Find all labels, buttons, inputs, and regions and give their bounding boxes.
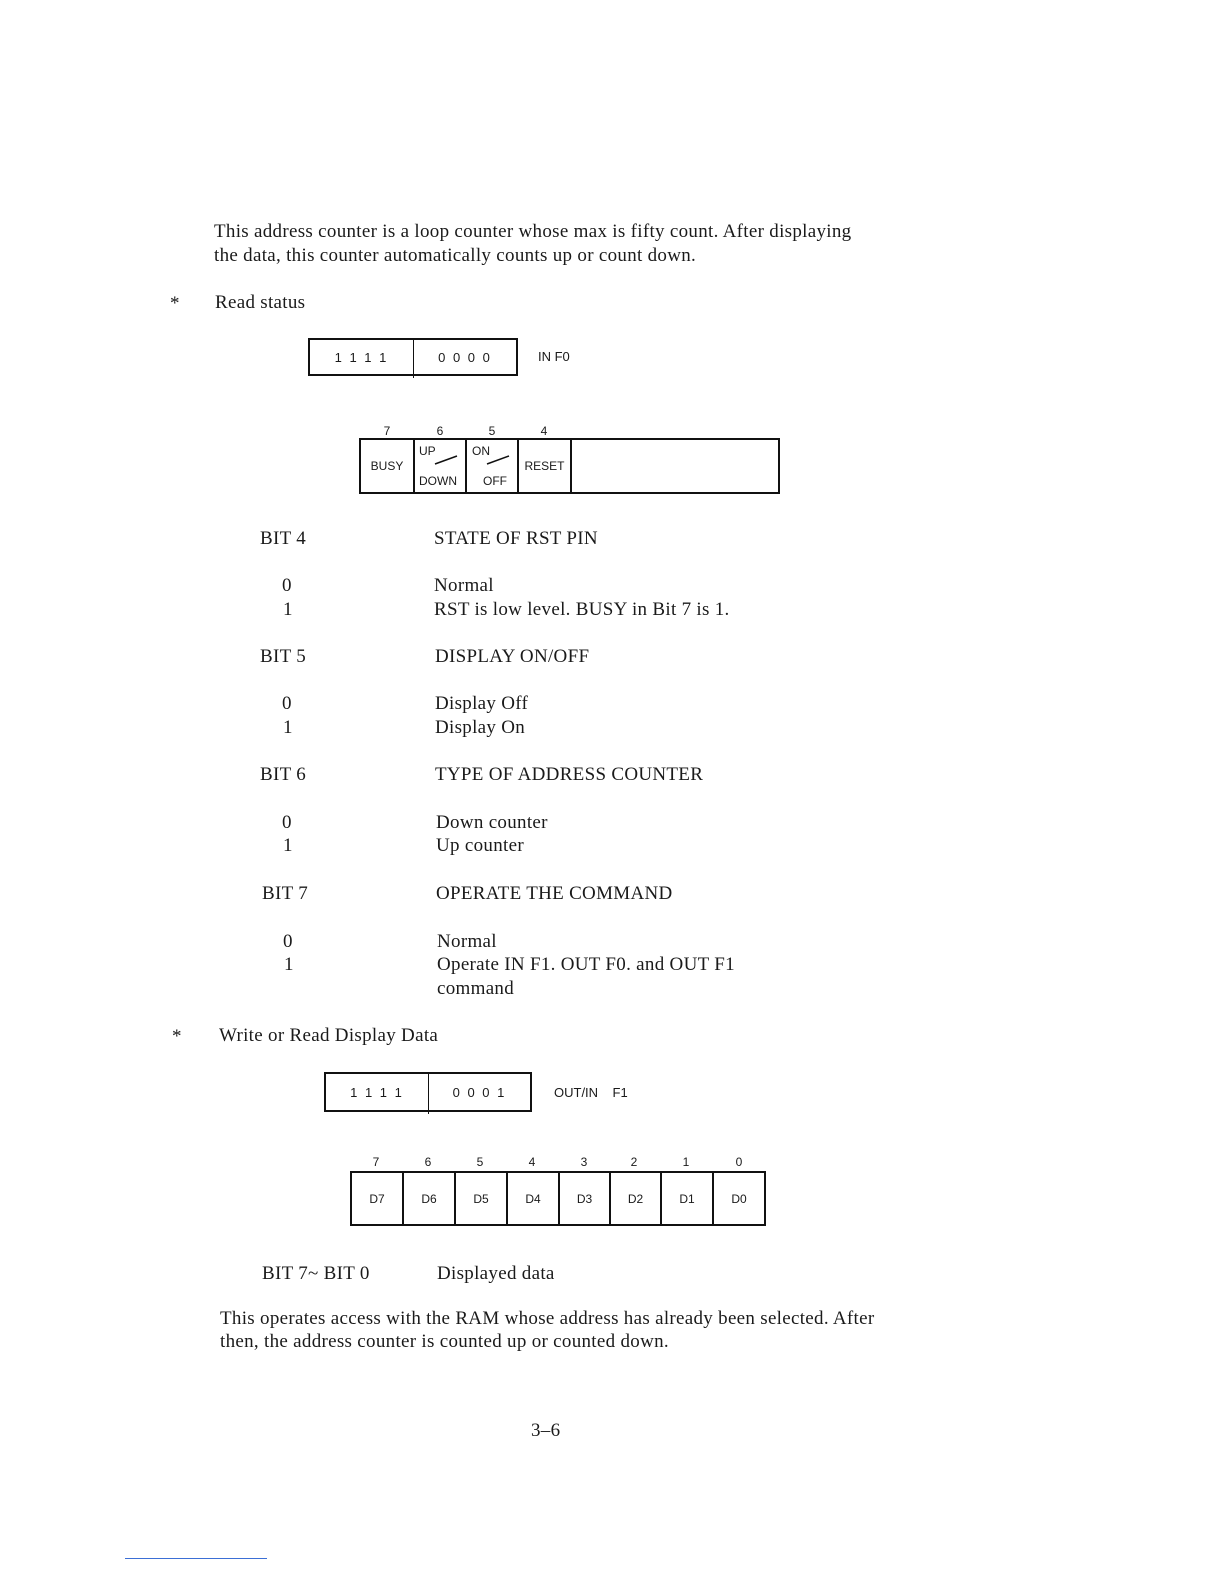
- bit-value-desc: RST is low level. BUSY in Bit 7 is 1.: [434, 599, 730, 620]
- status-bit-on-off: ON OFF: [467, 440, 519, 492]
- bit-number: 4: [540, 424, 548, 438]
- bit-number: 6: [424, 1155, 432, 1169]
- intro-line-1: This address counter is a loop counter whose max is fifty count. After displaying: [214, 221, 852, 242]
- bit-range-desc: Displayed data: [437, 1263, 555, 1284]
- register-port-label: IN F0: [538, 349, 570, 364]
- data-bit-d4: D4: [508, 1173, 560, 1224]
- bullet: *: [170, 293, 180, 314]
- bit-number: 3: [580, 1155, 588, 1169]
- data-bit-d5: D5: [456, 1173, 508, 1224]
- data-bit-d6: D6: [404, 1173, 456, 1224]
- bit-number: 1: [682, 1155, 690, 1169]
- bit-value-desc: Normal: [434, 575, 494, 596]
- instruction-register: [324, 1072, 532, 1112]
- status-bit-up-down: UP DOWN: [415, 440, 467, 492]
- bit-name: BIT 5: [260, 646, 307, 667]
- bit-number: 4: [528, 1155, 536, 1169]
- bit-value-desc: Normal: [437, 931, 497, 952]
- bit-number: 7: [372, 1155, 380, 1169]
- data-bit-d2: D2: [611, 1173, 662, 1224]
- intro-line-2: the data, this counter automatically counts up or count down.: [214, 245, 697, 266]
- data-bit-d7: D7: [352, 1173, 404, 1224]
- slash-icon: [485, 454, 511, 466]
- bit-value: 0: [283, 931, 293, 952]
- bit-title: OPERATE THE COMMAND: [436, 883, 673, 904]
- status-bit-busy: BUSY: [361, 440, 415, 492]
- bit-number: 0: [735, 1155, 743, 1169]
- bit-value: 1: [283, 717, 293, 738]
- register-high-nibble: 1 1 1 1: [334, 349, 389, 365]
- closing-line-2: then, the address counter is counted up or counted down.: [220, 1331, 669, 1352]
- register-low-nibble: 0 0 0 1: [452, 1084, 507, 1100]
- register-port-label: OUT/IN F1: [554, 1085, 628, 1100]
- bit-title: STATE OF RST PIN: [434, 528, 598, 549]
- register-high-nibble: 1 1 1 1: [350, 1084, 404, 1100]
- bit-number: 2: [630, 1155, 638, 1169]
- bit-number: 5: [476, 1155, 484, 1169]
- bit-name: BIT 7: [262, 883, 309, 904]
- data-bit-d3: D3: [560, 1173, 611, 1224]
- instruction-register: [308, 338, 518, 376]
- bit-value-desc: Operate IN F1. OUT F0. and OUT F1: [437, 954, 735, 975]
- bit-value: 0: [282, 693, 292, 714]
- bit-value: 0: [282, 812, 292, 833]
- data-bit-d0: D0: [731, 1191, 747, 1206]
- slash-icon: [433, 454, 459, 466]
- bit-value: 0: [282, 575, 292, 596]
- bit-title: DISPLAY ON/OFF: [435, 646, 590, 667]
- data-bit-d1: D1: [662, 1173, 714, 1224]
- bit-value-desc: Display Off: [435, 693, 529, 714]
- section-heading-read-status: Read status: [215, 292, 306, 313]
- bit-number: 6: [436, 424, 444, 438]
- bit-value: 1: [283, 599, 293, 620]
- bit-number: 5: [488, 424, 496, 438]
- footer-rule: [125, 1558, 267, 1559]
- bit-value-desc: Display On: [435, 717, 526, 738]
- bullet: *: [172, 1026, 182, 1047]
- bit-title: TYPE OF ADDRESS COUNTER: [435, 764, 704, 785]
- page-number: 3–6: [531, 1420, 561, 1441]
- data-byte-diagram: [350, 1171, 766, 1226]
- bit-range: BIT 7~ BIT 0: [262, 1263, 370, 1284]
- section-heading-write-read: Write or Read Display Data: [219, 1025, 439, 1046]
- bit-value-desc: Down counter: [436, 812, 548, 833]
- bit-value: 1: [283, 835, 293, 856]
- bit-name: BIT 4: [260, 528, 307, 549]
- status-bit-reset: RESET: [519, 440, 572, 492]
- bit-value-desc-continued: command: [437, 978, 515, 999]
- register-low-nibble: 0 0 0 0: [438, 349, 492, 365]
- bit-value: 1: [284, 954, 294, 975]
- closing-line-1: This operates access with the RAM whose address has already been selected. After: [220, 1308, 875, 1329]
- bit-name: BIT 6: [260, 764, 307, 785]
- bit-number: 7: [383, 424, 391, 438]
- status-byte-diagram: [359, 438, 780, 494]
- bit-value-desc: Up counter: [436, 835, 524, 856]
